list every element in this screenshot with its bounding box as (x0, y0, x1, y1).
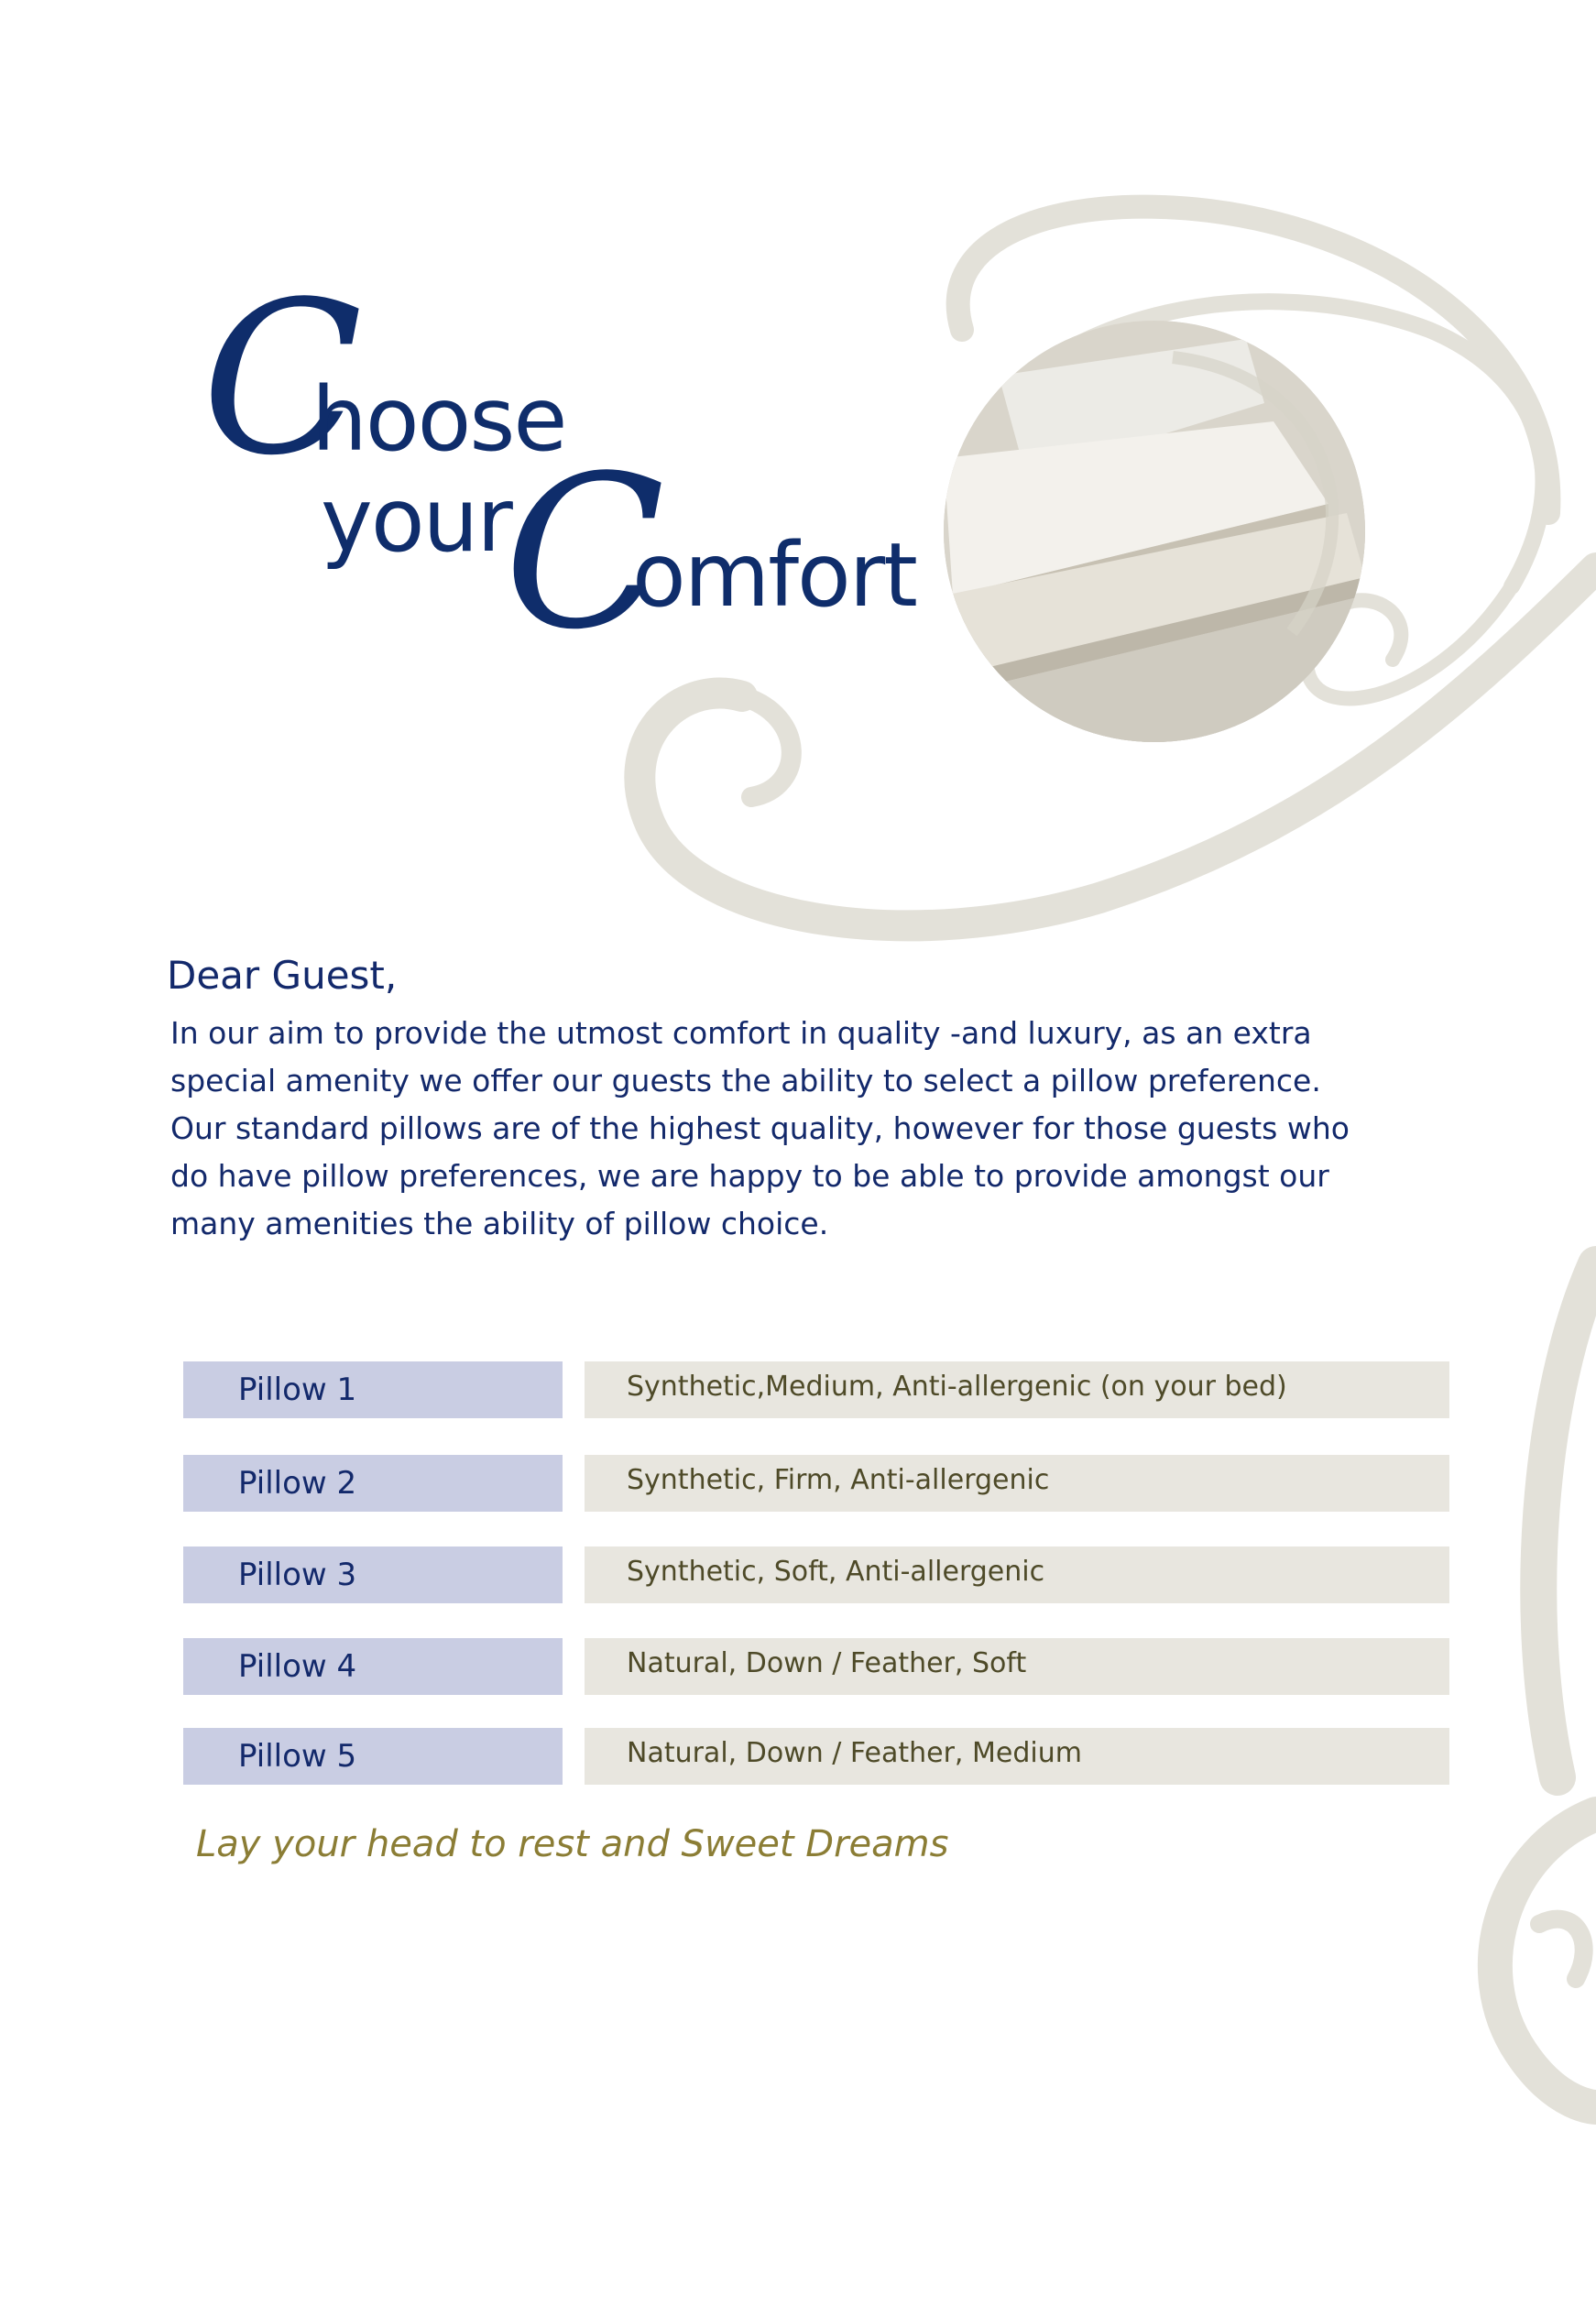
pillow-description: Synthetic, Firm, Anti-allergenic (585, 1455, 1449, 1512)
pillow-label: Pillow 1 (183, 1361, 563, 1418)
letter-line: special amenity we offer our guests the ability to select a pillow preference. (170, 1063, 1321, 1098)
letter-line: In our aim to provide the utmost comfort in quality -and luxury, as an extra (170, 1015, 1312, 1051)
letter-line: do have pillow preferences, we are happy to be able to provide amongst our (170, 1158, 1329, 1194)
pillows-illustration (944, 321, 1365, 742)
letter-line: Our standard pillows are of the highest quality, however for those guests who (170, 1110, 1350, 1146)
pillow-option-5 (183, 1728, 1449, 1785)
pillow-label: Pillow 4 (183, 1638, 563, 1695)
greeting: Dear Guest, (167, 953, 398, 998)
pillow-option-4 (183, 1638, 1449, 1695)
title-choose-initial: C (202, 257, 363, 502)
letter-body (170, 1010, 1435, 1248)
title-choose-rest: hoose (312, 368, 566, 471)
title-comfort-initial: C (504, 432, 665, 676)
letter-line: many amenities the ability of pillow choice. (170, 1206, 829, 1241)
pillow-description: Natural, Down / Feather, Medium (585, 1728, 1449, 1785)
pillows-photo (944, 321, 1365, 742)
pillow-label: Pillow 5 (183, 1728, 563, 1785)
pillow-label: Pillow 3 (183, 1546, 563, 1603)
pillow-option-3 (183, 1546, 1449, 1603)
title-comfort-rest: omfort (632, 524, 916, 627)
pillow-label: Pillow 2 (183, 1455, 563, 1512)
pillow-description: Synthetic,Medium, Anti-allergenic (on your bed) (585, 1361, 1449, 1418)
pillow-option-1 (183, 1361, 1449, 1418)
closing-tagline: Lay your head to rest and Sweet Dreams (196, 1823, 949, 1865)
pillow-description: Natural, Down / Feather, Soft (585, 1638, 1449, 1695)
pillow-description: Synthetic, Soft, Anti-allergenic (585, 1546, 1449, 1603)
pillow-option-2 (183, 1455, 1449, 1512)
title-your: your (321, 469, 511, 572)
page-title (202, 257, 953, 676)
